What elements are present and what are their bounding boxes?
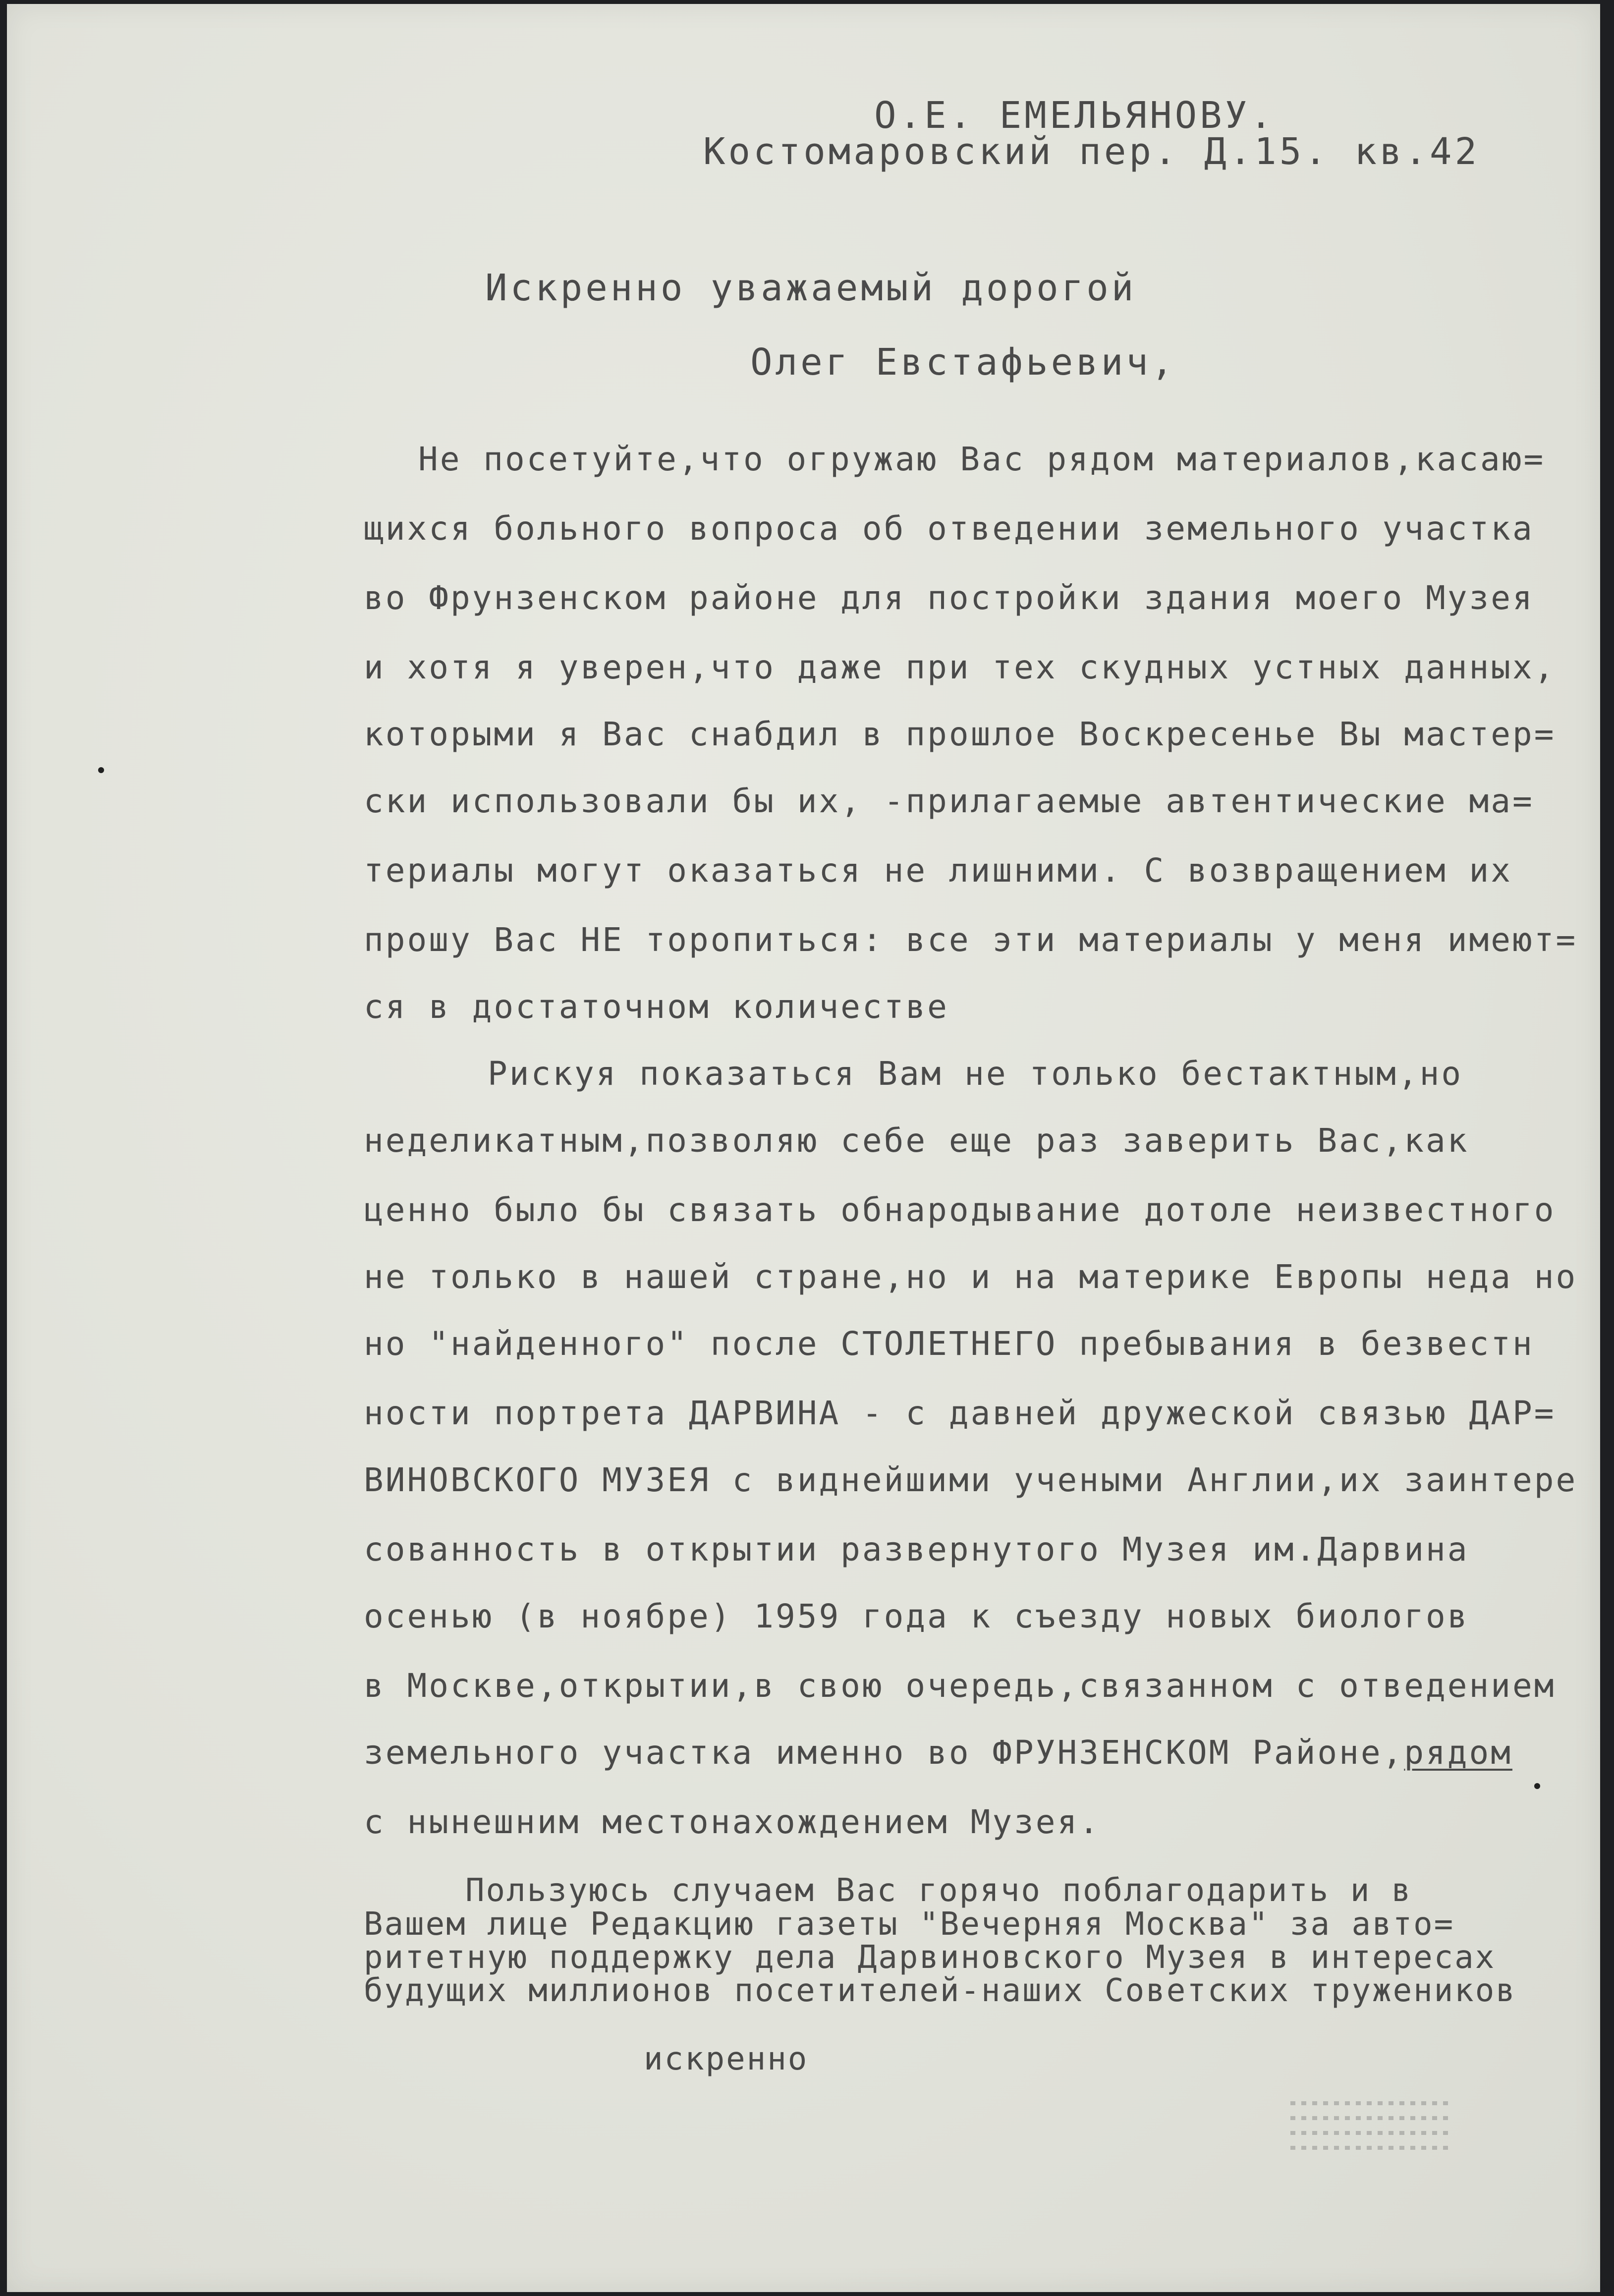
paragraph3-line: будущих миллионов посетителей-наших Советских тружеников <box>364 1972 1516 2009</box>
paragraph1-line: Не посетуйте,что огружаю Вас рядом материалов,касаю= <box>418 440 1546 478</box>
paragraph2-line: не только в нашей стране,но и на материке Европы неда но <box>364 1258 1578 1296</box>
closing-word: искренно <box>644 2041 809 2077</box>
paragraph1-line: которыми я Вас снабдил в прошлое Воскресенье Вы мастер= <box>364 715 1556 753</box>
paragraph2-line: в Москве,открытии,в свою очередь,связанном с отведением <box>364 1667 1556 1705</box>
paragraph2-line: ВИНОВСКОГО МУЗЕЯ с виднейшими учеными Англии,их заинтере <box>364 1461 1578 1499</box>
paragraph2-line-text: земельного участка именно во ФРУНЗЕНСКОМ Районе <box>364 1734 1383 1772</box>
paragraph2-line: ности портрета ДАРВИНА - с давней дружеской связью ДАР= <box>364 1394 1556 1432</box>
paragraph1-line: териалы могут оказаться не лишними. С возвращением их <box>364 851 1512 890</box>
paragraph2-line <box>364 1734 1512 1772</box>
document-page <box>7 4 1600 2292</box>
address-street: Костомаровский пер. Д.15. кв.42 <box>703 130 1480 173</box>
paragraph3-line: Пользуюсь случаем Вас горячо поблагодарить и в <box>465 1872 1412 1909</box>
greeting-salutation: Искренно уважаемый дорогой <box>485 267 1137 309</box>
paragraph1-line: во Фрунзенском районе для постройки здания моего Музея <box>364 579 1534 617</box>
ink-dot <box>1534 1783 1540 1789</box>
underlined-word: рядом <box>1404 1734 1512 1772</box>
paragraph3-line: ритетную поддержку дела Дарвиновского Музея в интересах <box>364 1939 1496 1976</box>
faded-stamp <box>1290 2090 1449 2184</box>
paragraph2-line: но "найденного" после СТОЛЕТНЕГО пребывания в безвестн <box>364 1325 1534 1363</box>
paragraph2-line: с нынешним местонахождением Музея. <box>364 1803 1101 1841</box>
paragraph2-line: неделикатным,позволяю себе еще раз заверить Вас,как <box>364 1121 1469 1160</box>
paragraph1-line: щихся больного вопроса об отведении земельного участка <box>364 509 1534 548</box>
paragraph2-line: осенью (в ноябре) 1959 года к съезду новых биологов <box>364 1597 1469 1635</box>
address-recipient: О.Е. ЕМЕЛЬЯНОВУ. <box>874 94 1275 137</box>
paragraph2-line: сованность в открытии развернутого Музея им.Дарвина <box>364 1530 1469 1568</box>
paragraph1-line: прошу Вас НЕ торопиться: все эти материалы у меня имеют= <box>364 921 1578 959</box>
paragraph3-line: Вашем лице Редакцию газеты "Вечерняя Москва" за авто= <box>364 1906 1455 1943</box>
paragraph1-line: и хотя я уверен,что даже при тех скудных устных данных, <box>364 648 1556 686</box>
paragraph1-line: ски использовали бы их, -прилагаемые автентические ма= <box>364 782 1534 820</box>
ink-dot <box>98 767 104 773</box>
greeting-name: Олег Евстафьевич, <box>750 341 1176 384</box>
paragraph2-line-separator: , <box>1382 1734 1404 1772</box>
paragraph1-line: ся в достаточном количестве <box>364 988 949 1026</box>
paragraph2-line: ценно было бы связать обнародывание дотоле неизвестного <box>364 1191 1556 1229</box>
paragraph2-line: Рискуя показаться Вам не только бестактным,но <box>488 1055 1463 1093</box>
